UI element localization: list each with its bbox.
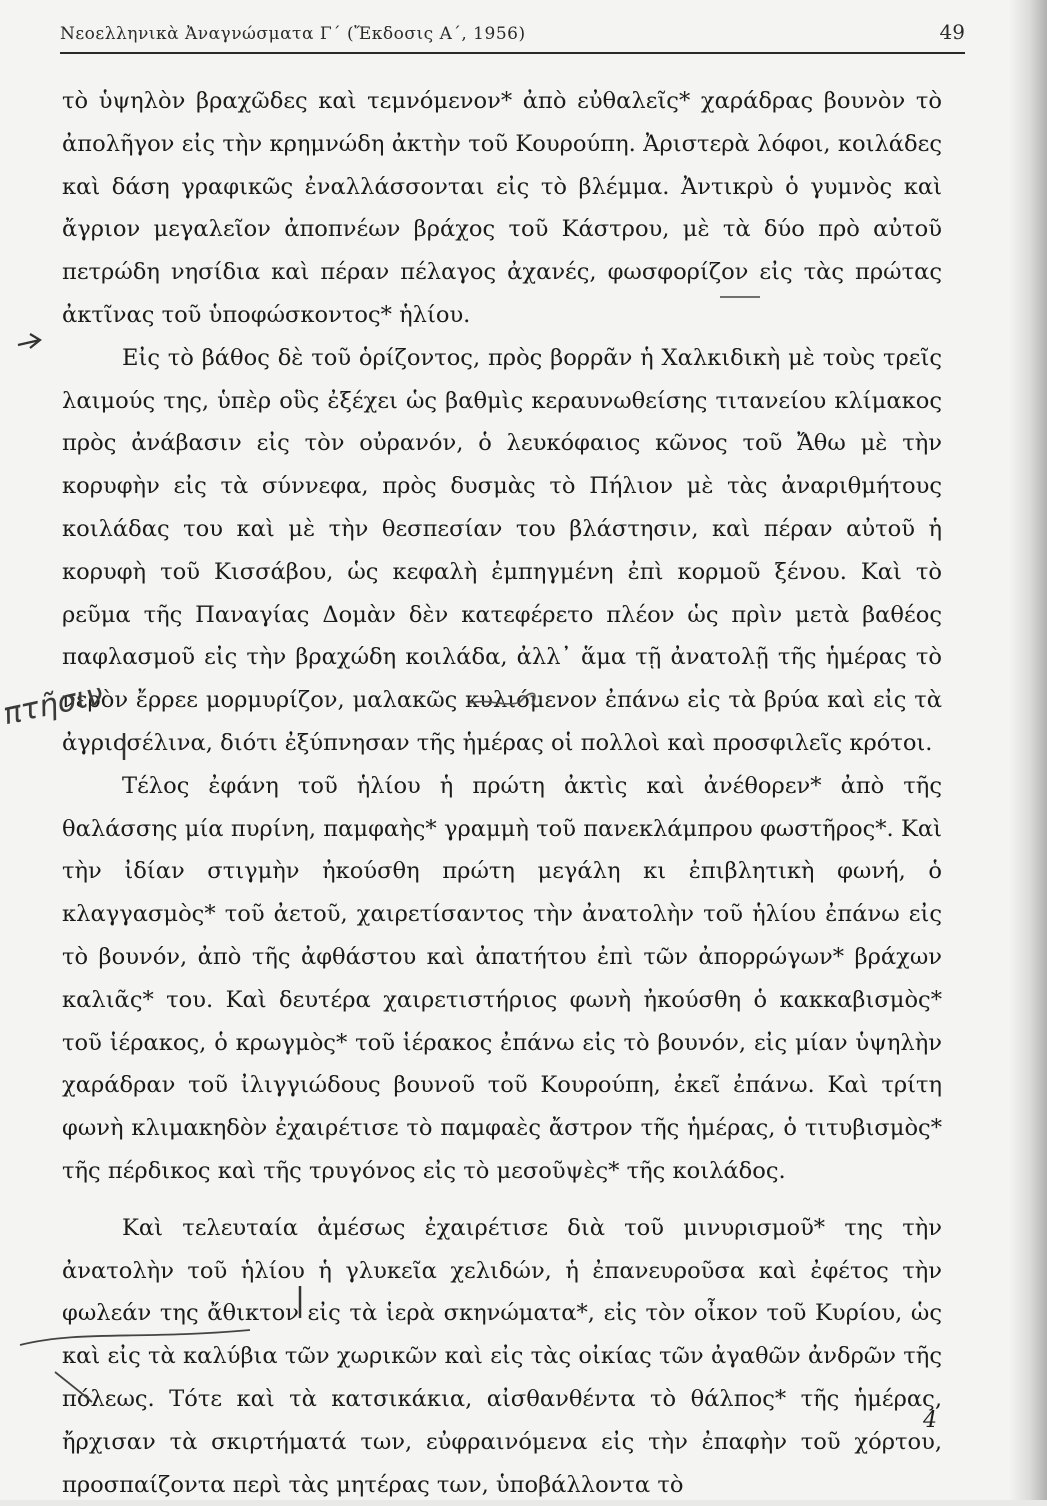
signature-mark: 4 — [923, 1408, 937, 1433]
running-head: Νεοελληνικὰ Ἀναγνώσματα Γ΄ (Ἔκδοσις Α΄, 1956) — [60, 24, 526, 44]
hand-drawn-curve — [20, 1330, 250, 1402]
inline-scribble — [470, 693, 535, 705]
page-number: 49 — [939, 20, 965, 44]
paragraph-2: Εἰς τὸ βάθος δὲ τοῦ ὁρίζοντος, πρὸς βορρᾶν ἡ Χαλκιδικὴ μὲ τοὺς τρεῖς λαιμούς της, ὑπὲρ οὓς ἐξέχει ὡς βαθμὶς κεραυνωθείσης τιτανείου κλίμακος πρὸς ἀνάβασιν εἰς τὸν οὐρανόν, ὁ λευκόφαιος κῶνος τοῦ Ἄθω μὲ τὴν κορυφὴν εἰς τὰ σύννεφα, πρὸς δυσμὰς τὸ Πήλιον μὲ τὰς ἀναριθμήτους κοιλάδας του καὶ μὲ τὴν θεσπεσίαν του βλάστησιν, καὶ πέραν αὐτοῦ ἡ κορυφὴ τοῦ Κισσάβου, ὡς κεφαλὴ ἐμπηγμένη ἐπὶ κορμοῦ ξένου. Καὶ τὸ ρεῦμα τῆς Παναγίας Δομὰν δὲν κατεφέρετο πλέον ὡς πρὶν μετὰ βαθέος παφλασμοῦ εἰς τὴν βραχώδη κοιλάδα, ἀλλ᾽ ἅμα τῇ ἀνατολῇ τῆς ἡμέρας τὸ νερὸν ἔρρεε μορμυρίζον, μαλακῶς κυλιόμενον ἐπάνω εἰς τὰ βρύα καὶ εἰς τὰ ἀγριοσέλινα, διότι ἐξύπνησαν τῆς ἡμέρας οἱ πολλοὶ καὶ προσφιλεῖς κρότοι. — [62, 344, 942, 756]
paragraph-1: τὸ ὑψηλὸν βραχῶδες καὶ τεμνόμενον* ἀπὸ εὐθαλεῖς* χαράδρας βουνὸν τὸ ἀπολῆγον εἰς τὴν κρημνώδη ἀκτὴν τοῦ Κουρούπη. Ἀριστερὰ λόφοι, κοιλάδες καὶ δάση γραφικῶς ἐναλλάσσονται εἰς τὸ βλέμμα. Ἀντικρὺ ὁ γυμνὸς καὶ ἄγριον μεγαλεῖον ἀποπνέων βράχος τοῦ Κάστρου, μὲ τὰ δύο πρὸ αὐτοῦ πετρώδη νησίδια καὶ πέραν πέλαγος ἀχανές, φωσφορίζον εἰς τὰς πρώτας ἀκτῖνας τοῦ ὑποφώσκοντος* ἡλίου. — [62, 88, 942, 328]
paragraph-3: Τέλος ἐφάνη τοῦ ἡλίου ἡ πρώτη ἀκτὶς καὶ ἀνέθορεν* ἀπὸ τῆς θαλάσσης μία πυρίνη, παμφαὴς* γραμμὴ τοῦ πανεκλάμπρου φωστῆρος*. Καὶ τὴν ἰδίαν στιγμὴν ἠκούσθη πρώτη μεγάλη κι ἐπιβλητικὴ φωνή, ὁ κλαγγασμὸς* τοῦ ἀετοῦ, χαιρετίσαντος τὴν ἀνατολὴν τοῦ ἡλίου ἐπάνω εἰς τὸ βουνόν, ἀπὸ τῆς ἀφθάστου καὶ ἀπατήτου ἐπὶ τῶν ἀπορρώγων* βράχων καλιᾶς* του. Καὶ δευτέρα χαιρετιστήριος φωνὴ ἠκούσθη ὁ κακκαβισμὸς* τοῦ ἱέρακος, ὁ κρωγμὸς* τοῦ ἱέρακος ἐπάνω εἰς τὸ βουνόν, εἰς μίαν ὑψηλὴν χαράδραν τοῦ ἰλιγγιώδους βουνοῦ τοῦ Κουρούπη, ἐκεῖ ἐπάνω. Καὶ τρίτη φωνὴ κλιμακηδὸν ἐχαιρέτισε τὸ παμφαὲς ἄστρον τῆς ἡμέρας, ὁ τιτυβισμὸς* τῆς πέρδικος καὶ τῆς τρυγόνος εἰς τὸ μεσοῦψὲς* τῆς κοιλάδος. — [62, 772, 942, 1184]
paragraph-4: Καὶ τελευταία ἀμέσως ἐχαιρέτισε διὰ τοῦ μινυρισμοῦ* της τὴν ἀνατολὴν τοῦ ἡλίου ἡ γλυκεῖα χελιδών, ἡ ἐπανευροῦσα καὶ ἐφέτος τὴν φωλεάν της ἄθικτον εἰς τὰ ἱερὰ σκηνώματα*, εἰς τὸν οἶκον τοῦ Κυρίου, ὡς καὶ εἰς τὰ καλύβια τῶν χωρικῶν καὶ εἰς τὰς οἰκίας τῶν ἀγαθῶν ἀνδρῶν τῆς πόλεως. Τότε καὶ τὰ κατσικάκια, αἰσθανθέντα τὸ θάλπος* τῆς ἡμέρας, ἤρχισαν τὰ σκιρτήματά των, εὐφραινόμενα εἰς τὴν ἐπαφὴν τοῦ χόρτου, προσπαίζοντα περὶ τὰς μητέρας των, ὑποβάλλοντα τὸ — [62, 1214, 942, 1498]
margin-arrow-icon — [18, 334, 40, 348]
handwritten-margin-note: πτῆσιν — [0, 676, 107, 733]
